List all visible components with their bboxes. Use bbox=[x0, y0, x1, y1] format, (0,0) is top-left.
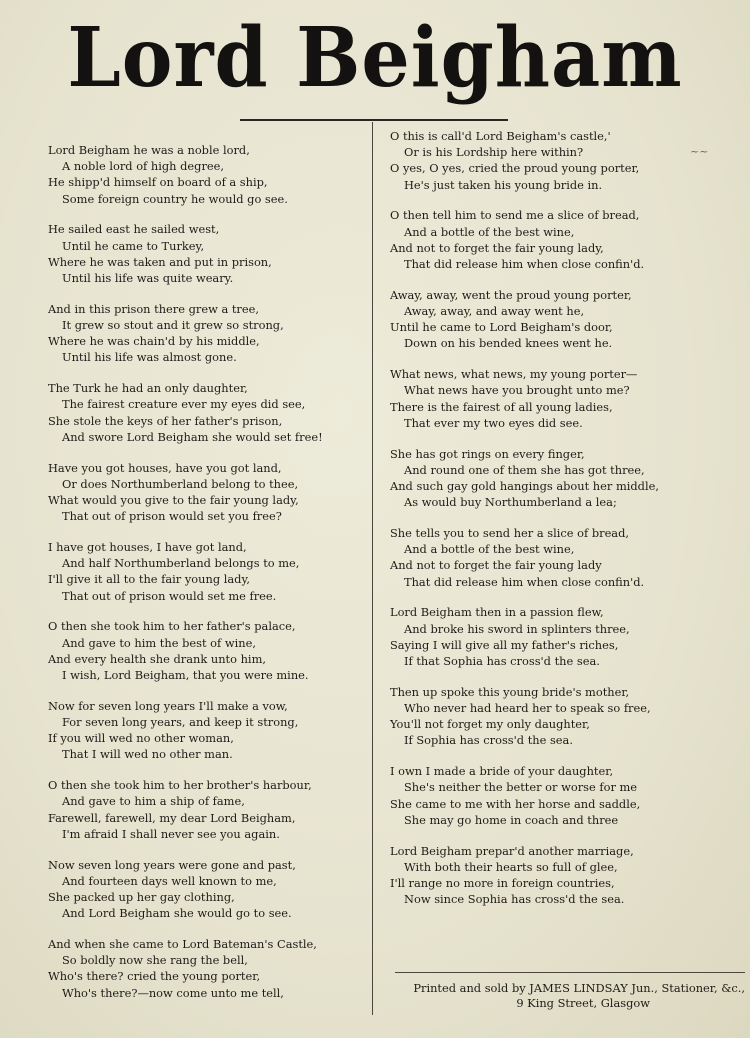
verse-line: A noble lord of high degree, bbox=[62, 159, 224, 174]
verse-line: Where he was chain'd by his middle, bbox=[48, 334, 260, 349]
verse-line: Then up spoke this young bride's mother, bbox=[390, 684, 630, 699]
verse-line: That did release him when close confin'd. bbox=[404, 257, 645, 272]
verse-line: What news have you brought unto me? bbox=[404, 383, 630, 398]
verse-line: And round one of them she has got three, bbox=[404, 462, 645, 477]
verse-line: Or is his Lordship here within? bbox=[404, 145, 584, 160]
verse-line: Who never had heard her to speak so free, bbox=[404, 701, 651, 716]
verse-line: Now since Sophia has cross'd the sea. bbox=[404, 892, 625, 907]
verse-line: She tells you to send her a slice of bread, bbox=[390, 526, 630, 541]
verse-line: And in this prison there grew a tree, bbox=[48, 301, 259, 316]
verse-line: And gave to him the best of wine, bbox=[62, 635, 256, 650]
verse-line: And swore Lord Beigham she would set free! bbox=[62, 429, 323, 444]
verse-line: Until his life was almost gone. bbox=[62, 350, 237, 365]
verse-line: He sailed east he sailed west, bbox=[48, 222, 220, 237]
verse-line: He shipp'd himself on board of a ship, bbox=[48, 175, 268, 190]
verse-line: Until his life was quite weary. bbox=[62, 271, 234, 286]
imprint-line-1: Printed and sold by JAMES LINDSAY Jun., Stationer, &c., bbox=[413, 981, 745, 995]
verse-line: If you will wed no other woman, bbox=[48, 731, 234, 746]
verse-line: I own I made a bride of your daughter, bbox=[390, 764, 614, 779]
verse-line: And broke his sword in splinters three, bbox=[404, 621, 630, 636]
verse-line: If that Sophia has cross'd the sea. bbox=[404, 654, 600, 669]
stanza bbox=[390, 684, 740, 749]
verse-line: Saying I will give all my father's riches, bbox=[390, 637, 619, 652]
verse-line: Who's there?—now come unto me tell, bbox=[62, 985, 284, 1000]
stanza bbox=[390, 525, 740, 590]
stanza bbox=[48, 539, 368, 604]
verse-line: As would buy Northumberland a lea; bbox=[404, 495, 617, 510]
verse-line: She has got rings on every finger, bbox=[390, 446, 585, 461]
verse-line: And not to forget the fair young lady, bbox=[390, 240, 604, 255]
verse-line: And such gay gold hangings about her middle, bbox=[390, 479, 659, 494]
stanza bbox=[48, 857, 368, 922]
stanza bbox=[390, 763, 740, 828]
verse-line: I have got houses, I have got land, bbox=[48, 540, 247, 555]
stanza bbox=[48, 142, 368, 207]
verse-line: It grew so stout and it grew so strong, bbox=[62, 318, 284, 333]
verse-line: What news, what news, my young porter— bbox=[390, 367, 638, 382]
stanza bbox=[390, 446, 740, 511]
verse-line: I'll range no more in foreign countries, bbox=[390, 876, 615, 891]
verse-line: Until he came to Turkey, bbox=[62, 238, 205, 253]
verse-line: I'm afraid I shall never see you again. bbox=[62, 826, 280, 841]
verse-line: That out of prison would set me free. bbox=[62, 588, 277, 603]
verse-line: She packed up her gay clothing, bbox=[48, 890, 235, 905]
verse-line: If Sophia has cross'd the sea. bbox=[404, 733, 573, 748]
stanza bbox=[390, 128, 740, 193]
verse-line: Have you got houses, have you got land, bbox=[48, 460, 282, 475]
verse-line: O yes, O yes, cried the proud young porter, bbox=[390, 161, 640, 176]
left-column bbox=[48, 142, 368, 1015]
page-title: Lord Beigham bbox=[67, 9, 683, 106]
stanza bbox=[390, 207, 740, 272]
verse-line: O then tell him to send me a slice of bread, bbox=[390, 208, 640, 223]
verse-line: She's neither the better or worse for me bbox=[404, 780, 638, 795]
stanza bbox=[48, 460, 368, 525]
verse-line: Now for seven long years I'll make a vow, bbox=[48, 698, 288, 713]
verse-line: He's just taken his young bride in. bbox=[404, 177, 603, 192]
verse-line: So boldly now she rang the bell, bbox=[62, 953, 248, 968]
verse-line: And half Northumberland belongs to me, bbox=[62, 556, 300, 571]
verse-line: And Lord Beigham she would go to see. bbox=[62, 906, 292, 921]
verse-line: And a bottle of the best wine, bbox=[404, 542, 575, 557]
verse-line: Lord Beigham then in a passion flew, bbox=[390, 605, 604, 620]
verse-line: Who's there? cried the young porter, bbox=[48, 969, 261, 984]
verse-line: Lord Beigham prepar'd another marriage, bbox=[390, 843, 634, 858]
stanza bbox=[390, 287, 740, 352]
verse-line: Some foreign country he would go see. bbox=[62, 191, 288, 206]
verse-line: She stole the keys of her father's prison, bbox=[48, 413, 283, 428]
verse-line: Away, away, and away went he, bbox=[404, 304, 585, 319]
stanza bbox=[48, 936, 368, 1001]
verse-line: And gave to him a ship of fame, bbox=[62, 794, 245, 809]
verse-line: O then she took him to her brother's harbour, bbox=[48, 778, 312, 793]
verse-line: And fourteen days well known to me, bbox=[62, 873, 277, 888]
verse-line: That did release him when close confin'd. bbox=[404, 574, 645, 589]
verse-line: And a bottle of the best wine, bbox=[404, 224, 575, 239]
verse-line: You'll not forget my only daughter, bbox=[390, 717, 590, 732]
verse-line: With both their hearts so full of glee, bbox=[404, 859, 618, 874]
verse-line: Lord Beigham he was a noble lord, bbox=[48, 143, 250, 157]
stanza bbox=[48, 221, 368, 286]
verse-line: For seven long years, and keep it strong, bbox=[62, 715, 299, 730]
verse-line: Now seven long years were gone and past, bbox=[48, 857, 296, 872]
verse-line: I wish, Lord Beigham, that you were mine. bbox=[62, 668, 309, 683]
verse-line: That ever my two eyes did see. bbox=[404, 415, 583, 430]
ornament-mark: ~~ bbox=[690, 145, 709, 158]
verse-line: That out of prison would set you free? bbox=[62, 509, 282, 524]
verse-line: Where he was taken and put in prison, bbox=[48, 254, 272, 269]
column-divider bbox=[372, 122, 373, 1015]
verse-line: Away, away, went the proud young porter, bbox=[390, 287, 632, 302]
right-column bbox=[390, 128, 740, 922]
stanza bbox=[48, 777, 368, 842]
stanza bbox=[390, 843, 740, 908]
stanza bbox=[48, 380, 368, 445]
verse-line: There is the fairest of all young ladies, bbox=[390, 399, 613, 414]
verse-line: O then she took him to her father's palace, bbox=[48, 619, 296, 634]
stanza bbox=[48, 698, 368, 763]
stanza bbox=[390, 366, 740, 431]
verse-line: Until he came to Lord Beigham's door, bbox=[390, 320, 613, 335]
title-rule bbox=[240, 119, 508, 121]
verse-line: What would you give to the fair young lady, bbox=[48, 493, 299, 508]
verse-line: That I will wed no other man. bbox=[62, 747, 233, 762]
verse-line: Farewell, farewell, my dear Lord Beigham, bbox=[48, 810, 296, 825]
stanza bbox=[48, 618, 368, 683]
printer-imprint bbox=[395, 972, 745, 1011]
stanza bbox=[48, 301, 368, 366]
stanza bbox=[390, 604, 740, 669]
verse-line: She came to me with her horse and saddle, bbox=[390, 796, 641, 811]
verse-line: And when she came to Lord Bateman's Castle, bbox=[48, 937, 317, 952]
verse-line: O this is call'd Lord Beigham's castle,' bbox=[390, 129, 611, 143]
verse-line: Down on his bended knees went he. bbox=[404, 336, 613, 351]
verse-line: Or does Northumberland belong to thee, bbox=[62, 476, 299, 491]
verse-line: The Turk he had an only daughter, bbox=[48, 381, 248, 396]
verse-line: And not to forget the fair young lady bbox=[390, 558, 602, 573]
verse-line: And every health she drank unto him, bbox=[48, 651, 266, 666]
verse-line: She may go home in coach and three bbox=[404, 812, 619, 827]
verse-line: The fairest creature ever my eyes did see, bbox=[62, 397, 306, 412]
imprint-line-2: 9 King Street, Glasgow bbox=[516, 996, 650, 1010]
verse-line: I'll give it all to the fair young lady, bbox=[48, 572, 250, 587]
